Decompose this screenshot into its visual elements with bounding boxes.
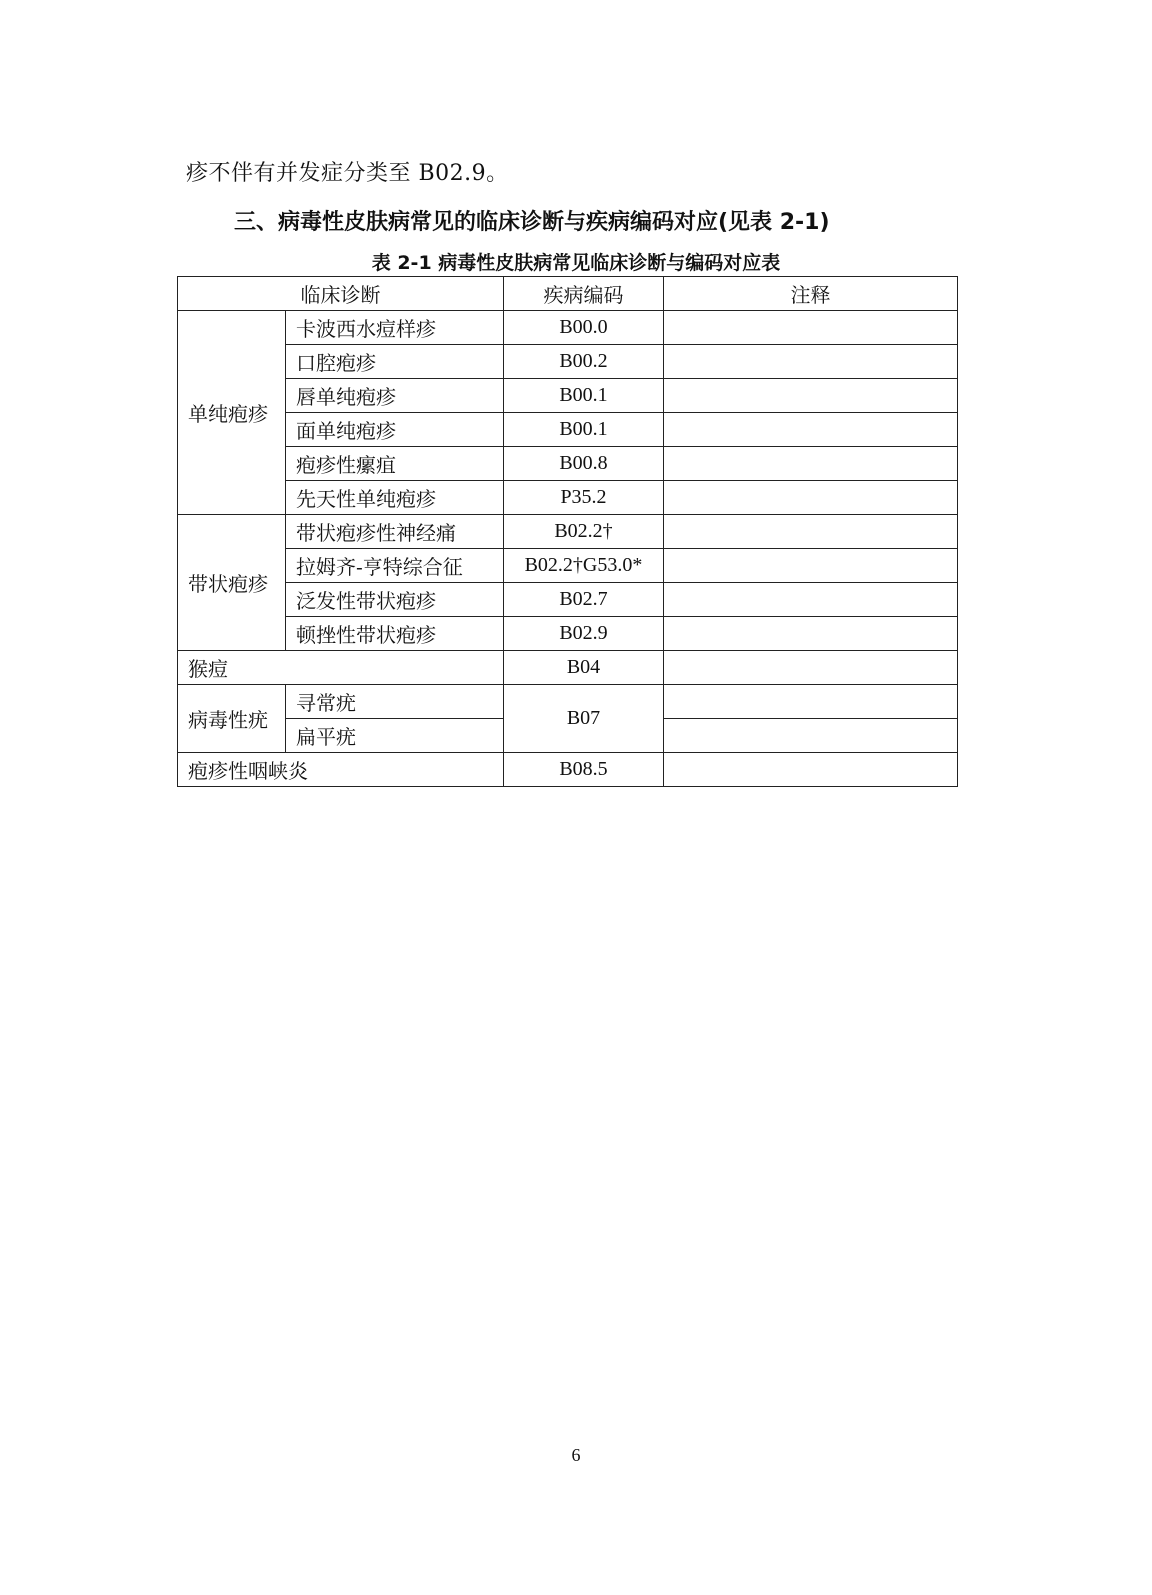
diagnosis-note bbox=[664, 753, 958, 787]
diagnosis-code: B02.2† bbox=[504, 515, 664, 549]
group-label-herpangina: 疱疹性咽峡炎 bbox=[178, 753, 504, 787]
diagnosis-note bbox=[664, 549, 958, 583]
header-diagnosis: 临床诊断 bbox=[178, 277, 504, 311]
table-row bbox=[178, 753, 958, 787]
header-notes: 注释 bbox=[664, 277, 958, 311]
diagnosis-code: B02.9 bbox=[504, 617, 664, 651]
diagnosis-code: B02.7 bbox=[504, 583, 664, 617]
diagnosis-code: B00.1 bbox=[504, 379, 664, 413]
diagnosis-note bbox=[664, 379, 958, 413]
diagnosis-note bbox=[664, 651, 958, 685]
diagnosis-name: 面单纯疱疹 bbox=[286, 413, 504, 447]
table-row bbox=[178, 685, 958, 719]
diagnosis-note bbox=[664, 413, 958, 447]
table-row bbox=[178, 583, 958, 617]
diagnosis-note bbox=[664, 583, 958, 617]
diagnosis-code: B00.0 bbox=[504, 311, 664, 345]
table-row bbox=[178, 413, 958, 447]
diagnosis-name: 寻常疣 bbox=[286, 685, 504, 719]
diagnosis-note bbox=[664, 617, 958, 651]
diagnosis-name: 唇单纯疱疹 bbox=[286, 379, 504, 413]
table-row bbox=[178, 651, 958, 685]
header-code: 疾病编码 bbox=[504, 277, 664, 311]
diagnosis-name: 疱疹性瘰疽 bbox=[286, 447, 504, 481]
table-row bbox=[178, 617, 958, 651]
diagnosis-code: B00.1 bbox=[504, 413, 664, 447]
diagnosis-code: B08.5 bbox=[504, 753, 664, 787]
diagnosis-note bbox=[664, 481, 958, 515]
table-row bbox=[178, 345, 958, 379]
diagnosis-name: 口腔疱疹 bbox=[286, 345, 504, 379]
table-row bbox=[178, 515, 958, 549]
table-row bbox=[178, 447, 958, 481]
diagnosis-code-table bbox=[177, 276, 958, 787]
diagnosis-code: B02.2†G53.0* bbox=[504, 549, 664, 583]
diagnosis-note bbox=[664, 311, 958, 345]
table-header-row bbox=[178, 277, 958, 311]
table-caption: 表 2-1 病毒性皮肤病常见临床诊断与编码对应表 bbox=[371, 252, 781, 274]
diagnosis-name: 扁平疣 bbox=[286, 719, 504, 753]
group-label-zoster: 带状疱疹 bbox=[178, 515, 286, 651]
group-label-simplex: 单纯疱疹 bbox=[178, 311, 286, 515]
diagnosis-code: B00.8 bbox=[504, 447, 664, 481]
diagnosis-note bbox=[664, 515, 958, 549]
diagnosis-name: 先天性单纯疱疹 bbox=[286, 481, 504, 515]
diagnosis-note bbox=[664, 685, 958, 719]
continuation-paragraph: 疹不伴有并发症分类至 B02.9。 bbox=[186, 161, 509, 186]
page-number: 6 bbox=[571, 1445, 581, 1465]
table-row bbox=[178, 379, 958, 413]
diagnosis-code: B04 bbox=[504, 651, 664, 685]
diagnosis-code: P35.2 bbox=[504, 481, 664, 515]
diagnosis-note bbox=[664, 447, 958, 481]
group-label-wart: 病毒性疣 bbox=[178, 685, 286, 753]
table-row bbox=[178, 311, 958, 345]
table-row bbox=[178, 549, 958, 583]
group-label-monkeypox: 猴痘 bbox=[178, 651, 504, 685]
section-heading: 三、病毒性皮肤病常见的临床诊断与疾病编码对应(见表 2-1) bbox=[234, 210, 830, 235]
table-row bbox=[178, 481, 958, 515]
diagnosis-name: 拉姆齐-亨特综合征 bbox=[286, 549, 504, 583]
diagnosis-name: 泛发性带状疱疹 bbox=[286, 583, 504, 617]
diagnosis-note bbox=[664, 345, 958, 379]
diagnosis-note bbox=[664, 719, 958, 753]
diagnosis-code: B07 bbox=[504, 685, 664, 753]
diagnosis-name: 带状疱疹性神经痛 bbox=[286, 515, 504, 549]
diagnosis-code: B00.2 bbox=[504, 345, 664, 379]
diagnosis-name: 顿挫性带状疱疹 bbox=[286, 617, 504, 651]
diagnosis-name: 卡波西水痘样疹 bbox=[286, 311, 504, 345]
